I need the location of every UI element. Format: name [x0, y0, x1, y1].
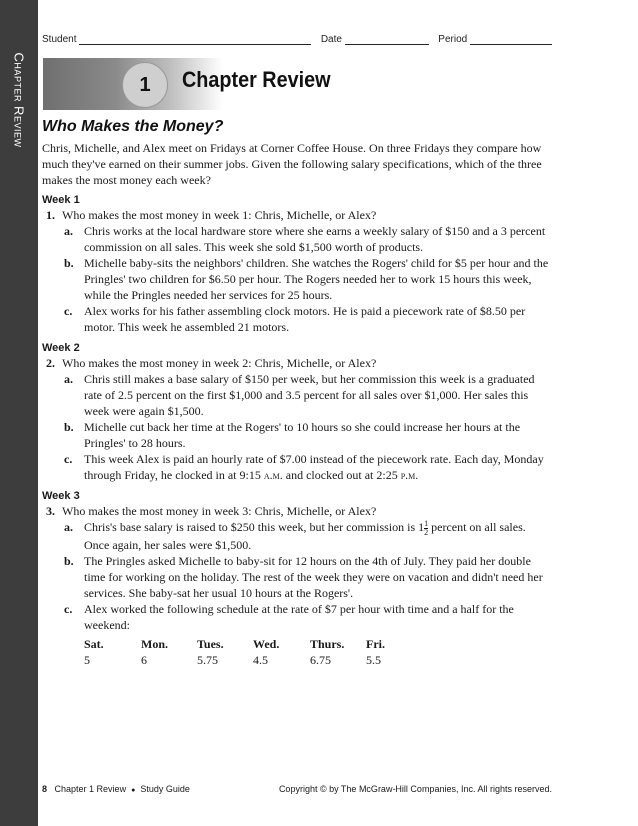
question-text: Who makes the most money in week 2: Chris, Michelle, or Alex?: [62, 356, 377, 370]
schedule-day: Mon.: [141, 636, 168, 651]
option: [42, 303, 552, 335]
schedule-day: Thurs.: [310, 636, 345, 651]
option: [42, 601, 552, 633]
option: [42, 451, 552, 483]
option: [42, 519, 552, 553]
schedule-table: [84, 636, 552, 668]
schedule-day: Fri.: [366, 636, 385, 651]
questions: [42, 193, 552, 668]
chapter-number: 1: [139, 73, 151, 96]
fraction-denominator: 2: [424, 527, 429, 537]
am-label: a.m.: [263, 468, 283, 482]
option-letter: b.: [64, 256, 74, 270]
date-field[interactable]: [345, 34, 429, 45]
student-field[interactable]: [79, 34, 311, 45]
option-letter: c.: [64, 601, 73, 616]
option-text: Chris's base salary is raised to $250 this week, but her commission is 1: [84, 520, 425, 534]
schedule-hours: 5.5: [366, 652, 381, 667]
sidebar-tab: [0, 0, 38, 826]
question-number: 3.: [46, 504, 55, 518]
option-text: Alex worked the following schedule at the rate of $7 per hour with time and a half for the weekend:: [84, 601, 514, 632]
chapter-number-badge: [122, 62, 168, 108]
option-text: percent on all sales. Once again, her sales were $1,500.: [84, 520, 526, 552]
chapter-title: Chapter Review: [182, 67, 331, 92]
header-fields: [42, 34, 552, 45]
page-number: 8: [42, 784, 48, 794]
sidebar-label: Chapter Review: [11, 52, 27, 148]
option: [42, 419, 552, 451]
period-label: Period: [438, 34, 468, 45]
question-text: Who makes the most money in week 3: Chris, Michelle, or Alex?: [62, 504, 377, 518]
option-letter: c.: [64, 304, 73, 318]
footer-guide: Study Guide: [140, 784, 190, 794]
question-number: 2.: [46, 356, 55, 370]
period-field[interactable]: [470, 34, 552, 45]
schedule-day: Wed.: [253, 636, 280, 651]
question-number: 1.: [46, 208, 55, 222]
schedule-day: Tues.: [197, 636, 224, 651]
intro-paragraph: Chris, Michelle, and Alex meet on Fridays at Corner Coffee House. On three Fridays they compare how much they've earned on their summer jobs. Given the following salary specifications, which of the three makes the most money each week?: [42, 141, 542, 187]
option-text: Alex works for his father assembling clock motors. He is paid a piecework rate of $8.50 per motor. This week he assembled 21 motors.: [84, 304, 526, 334]
option-text: Michelle baby-sits the neighbors' children. She watches the Rogers' child for $5 per hour and the Pringles' two children for $6.50 per hour. The Rogers needed her to work 15 hours this week, while the Pringles needed her services for 25 hours.: [84, 256, 549, 302]
schedule-hours: 4.5: [253, 652, 268, 667]
copyright: Copyright © by The McGraw-Hill Companies, Inc. All rights reserved.: [278, 784, 552, 794]
footer-bullet: ●: [131, 787, 136, 794]
option: [42, 255, 552, 303]
question: [46, 355, 552, 371]
option: [42, 371, 552, 419]
schedule-day: Sat.: [84, 636, 104, 651]
option-letter: a.: [64, 520, 73, 534]
page-title: Who Makes the Money?: [42, 118, 224, 135]
schedule-hours: 5: [84, 652, 90, 667]
question-text: Who makes the most money in week 1: Chris, Michelle, or Alex?: [62, 208, 377, 222]
option: [42, 553, 552, 601]
option-text: and clocked out at 2:25: [282, 468, 401, 482]
option-text: Chris still makes a base salary of $150 per week, but her commission this week is a graduated rate of 2.5 percent on the first $1,000 and 3.5 percent for all sales over $1,000. Her sales this week were again $1,500.: [84, 372, 535, 418]
option: [42, 223, 552, 255]
option-text: This week Alex is paid an hourly rate of $7.00 instead of the piecework rate. Each day, Monday through Friday, he clocked in at 9:15: [84, 452, 544, 482]
schedule-hours: 5.75: [197, 652, 218, 667]
option-letter: b.: [64, 553, 74, 568]
sidebar-label-box: [4, 40, 34, 160]
option-letter: a.: [64, 224, 73, 238]
option-letter: b.: [64, 420, 74, 434]
footer-chapter: Chapter 1 Review: [54, 784, 127, 794]
pm-label: p.m.: [400, 468, 419, 482]
schedule-hours: 6.75: [310, 652, 331, 667]
week-heading: Week 2: [42, 342, 80, 354]
option-letter: a.: [64, 372, 73, 386]
schedule-hours: 6: [141, 652, 147, 667]
week-heading: Week 3: [42, 490, 80, 502]
date-label: Date: [320, 34, 342, 45]
option-text: Chris works at the local hardware store where she earns a weekly salary of $150 and a 3 percent commission on all sales. This week she sold $1,500 worth of products.: [84, 224, 546, 254]
option-text: Michelle cut back her time at the Rogers' to 10 hours so she could increase her hours at the Pringles' to 28 hours.: [84, 420, 521, 450]
week-heading: Week 1: [42, 194, 80, 206]
footer-left: [42, 784, 190, 794]
question: [46, 207, 552, 223]
option-text: The Pringles asked Michelle to baby-sit for 12 hours on the 4th of July. They paid her double time for working on the holiday. The rest of the week they were on vacation and didn't need her services. She baby-sat her usual 10 hours at the Rogers'.: [84, 553, 543, 600]
question: [46, 503, 552, 519]
fraction-numerator: 1: [424, 518, 429, 528]
option-letter: c.: [64, 452, 73, 466]
student-label: Student: [42, 34, 77, 45]
